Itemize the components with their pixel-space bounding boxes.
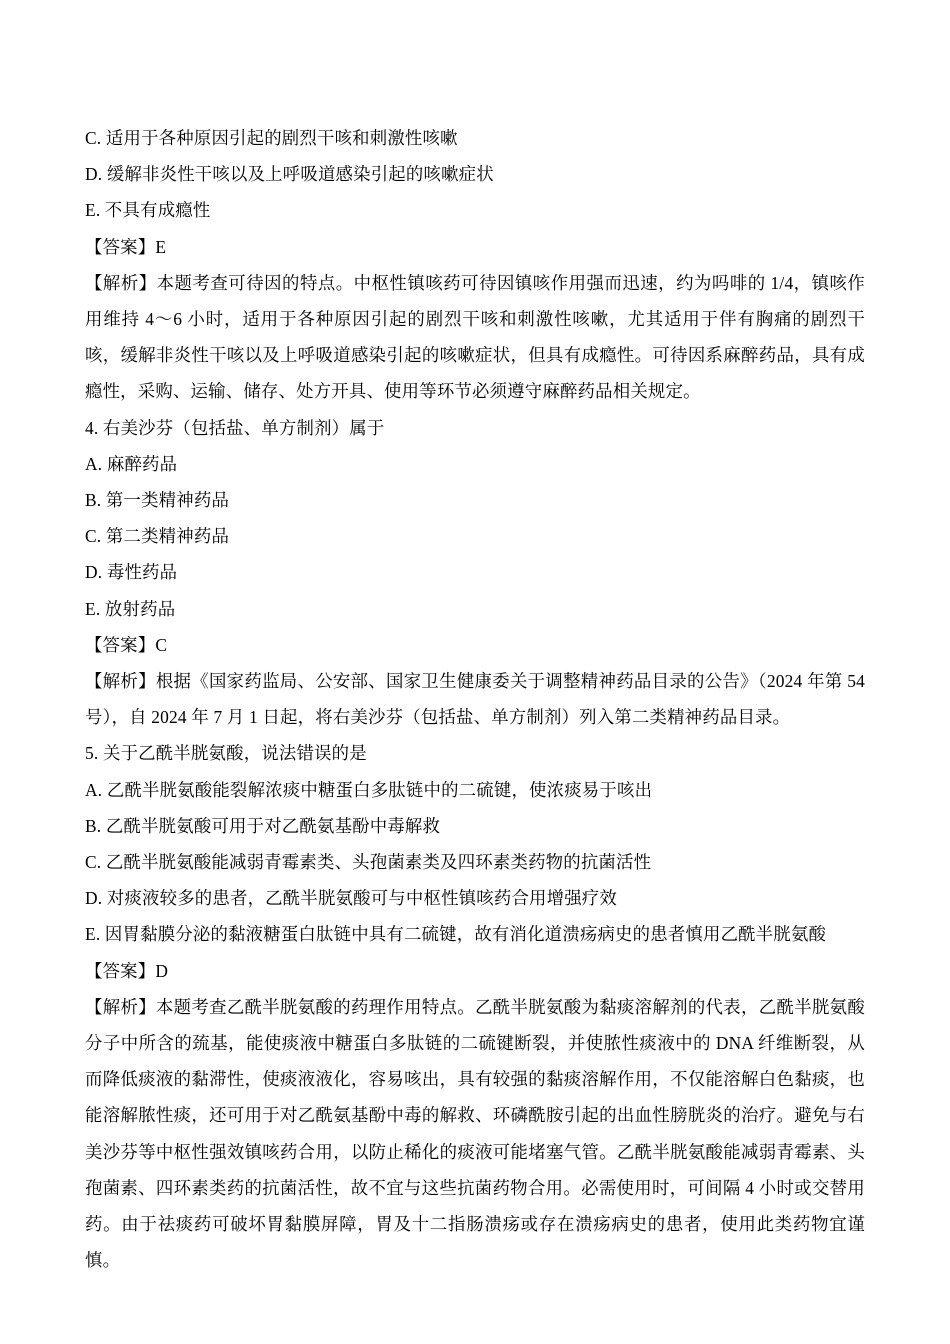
question-option: C. 乙酰半胱氨酸能减弱青霉素类、头孢菌素类及四环素类药物的抗菌活性	[85, 852, 652, 873]
question-stem: 4. 右美沙芬（包括盐、单方制剂）属于	[85, 417, 385, 438]
question-option: D. 缓解非炎性干咳以及上呼吸道感染引起的咳嗽症状	[85, 164, 494, 185]
question-option: E. 不具有成瘾性	[85, 200, 211, 221]
answer-line: 【答案】C	[85, 634, 168, 655]
analysis-paragraph: 【解析】本题考查可待因的特点。中枢性镇咳药可待因镇咳作用强而迅速，约为吗啡的 1/4，镇咳作用维持 4～6 小时，适用于各种原因引起的剧烈干咳和刺激性咳嗽，尤其适用于伴有胸痛的剧烈干咳，缓解非炎性干咳以及上呼吸道感染引起的咳嗽症状，但具有成瘾性。可待因系麻醉药品，具有成瘾性，采购、运输、储存、处方开具、使用等环节必须遵守麻醉药品相关规定。	[85, 272, 865, 402]
question-option: B. 第一类精神药品	[85, 490, 230, 511]
question-option: A. 麻醉药品	[85, 453, 178, 474]
answer-line: 【答案】D	[85, 960, 169, 981]
analysis-paragraph: 【解析】本题考查乙酰半胱氨酸的药理作用特点。乙酰半胱氨酸为黏痰溶解剂的代表，乙酰半胱氨酸分子中所含的巯基，能使痰液中糖蛋白多肽链的二硫键断裂，并使脓性痰液中的 DNA 纤维断裂，从而降低痰液的黏滞性，使痰液液化，容易咳出，具有较强的黏痰溶解作用，不仅能溶解白色黏痰，也能溶解脓性痰，还可用于对乙酰氨基酚中毒的解救、环磷酰胺引起的出血性膀胱炎的治疗。避免与右美沙芬等中枢性强效镇咳药合用，以防止稀化的痰液可能堵塞气管。乙酰半胱氨酸能减弱青霉素、头孢菌素、四环素类药的抗菌活性，故不宜与这些抗菌药物合用。必需使用时，可间隔 4 小时或交替用药。由于祛痰药可破坏胃黏膜屏障，胃及十二指肠溃疡或存在溃疡病史的患者，使用此类药物宜谨慎。	[85, 996, 865, 1271]
question-option: C. 第二类精神药品	[85, 526, 230, 547]
question-option: C. 适用于各种原因引起的剧烈干咳和刺激性咳嗽	[85, 128, 458, 148]
question-option: E. 放射药品	[85, 598, 176, 619]
question-option: D. 毒性药品	[85, 562, 178, 583]
question-option: B. 乙酰半胱氨酸可用于对乙酰氨基酚中毒解救	[85, 815, 441, 836]
question-option: E. 因胃黏膜分泌的黏液糖蛋白肽链中具有二硫键，故有消化道溃疡病史的患者慎用乙酰半胱氨酸	[85, 924, 827, 945]
question-option: D. 对痰液较多的患者，乙酰半胱氨酸可与中枢性镇咳药合用增强疗效	[85, 888, 617, 909]
analysis-paragraph: 【解析】根据《国家药监局、公安部、国家卫生健康委关于调整精神药品目录的公告》（2024 年第 54 号），自 2024 年 7 月 1 日起，将右美沙芬（包括盐、单方制剂）列入第二类精神药品目录。	[85, 671, 865, 728]
question-stem: 5. 关于乙酰半胱氨酸，说法错误的是	[85, 743, 367, 764]
answer-line: 【答案】E	[85, 236, 167, 257]
question-option: A. 乙酰半胱氨酸能裂解浓痰中糖蛋白多肽链中的二硫键，使浓痰易于咳出	[85, 779, 653, 800]
document-text-block	[85, 120, 865, 1279]
